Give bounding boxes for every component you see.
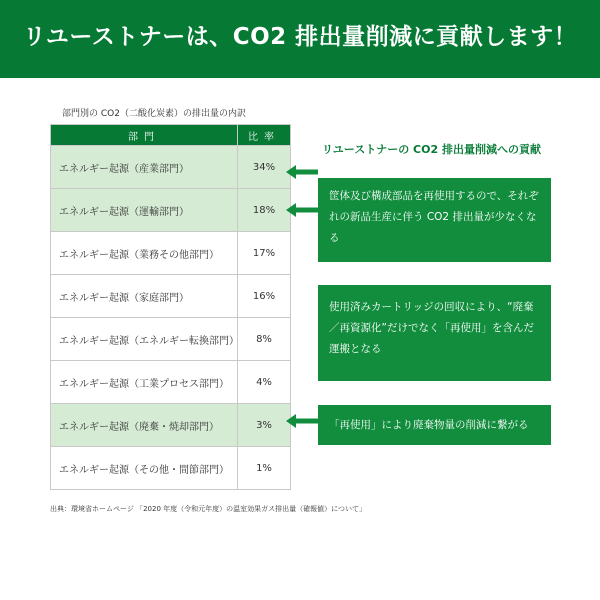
arrow-left-icon bbox=[286, 414, 318, 428]
arrow-left-icon bbox=[286, 203, 318, 217]
source-footnote: 出典：環境省ホームページ 「2020 年度（令和元年度）の温室効果ガス排出量（確報値）について」 bbox=[50, 505, 366, 513]
sector-cell: エネルギー起源（業務その他部門） bbox=[51, 232, 238, 275]
column-header-share: 比率 bbox=[238, 125, 291, 146]
share-cell: 4% bbox=[238, 361, 291, 404]
share-cell: 1% bbox=[238, 447, 291, 490]
contribution-box-collection: 使用済みカートリッジの回収により、“廃棄／再資源化”だけでなく「再使用」を含んだ運搬となる bbox=[318, 285, 551, 381]
sector-cell: エネルギー起源（家庭部門） bbox=[51, 275, 238, 318]
table-header-row bbox=[51, 125, 291, 146]
share-cell: 16% bbox=[238, 275, 291, 318]
table-row bbox=[51, 146, 291, 189]
sector-cell: エネルギー起源（その他・間節部門） bbox=[51, 447, 238, 490]
table-caption: 部門別の CO2（二酸化炭素）の排出量の内訳 bbox=[62, 109, 246, 119]
column-header-sector: 部門 bbox=[51, 125, 238, 146]
share-cell: 17% bbox=[238, 232, 291, 275]
arrow-left-icon bbox=[286, 165, 318, 179]
table-row bbox=[51, 189, 291, 232]
table-row bbox=[51, 447, 291, 490]
share-cell: 34% bbox=[238, 146, 291, 189]
emissions-table bbox=[50, 124, 291, 490]
page-title: リユーストナーは、CO2 排出量削減に貢献します！ bbox=[22, 24, 578, 50]
share-cell: 8% bbox=[238, 318, 291, 361]
sector-cell: エネルギー起源（運輸部門） bbox=[51, 189, 238, 232]
header-banner bbox=[0, 0, 600, 78]
sector-cell: エネルギー起源（産業部門） bbox=[51, 146, 238, 189]
contribution-title: リユーストナーの CO2 排出量削減への貢献 bbox=[322, 143, 541, 156]
share-cell: 3% bbox=[238, 404, 291, 447]
sector-cell: エネルギー起源（工業プロセス部門） bbox=[51, 361, 238, 404]
contribution-box-reuse-parts: 筐体及び構成部品を再使用するので、それぞれの新品生産に伴う CO2 排出量が少なくなる bbox=[318, 178, 551, 262]
table-row bbox=[51, 318, 291, 361]
sector-cell: エネルギー起源（エネルギー転換部門） bbox=[51, 318, 238, 361]
table-row bbox=[51, 361, 291, 404]
table-row bbox=[51, 404, 291, 447]
contribution-box-waste-reduction: 「再使用」により廃棄物量の削減に繋がる bbox=[318, 405, 551, 445]
share-cell: 18% bbox=[238, 189, 291, 232]
sector-cell: エネルギー起源（廃棄・焼却部門） bbox=[51, 404, 238, 447]
table-row bbox=[51, 275, 291, 318]
table-row bbox=[51, 232, 291, 275]
